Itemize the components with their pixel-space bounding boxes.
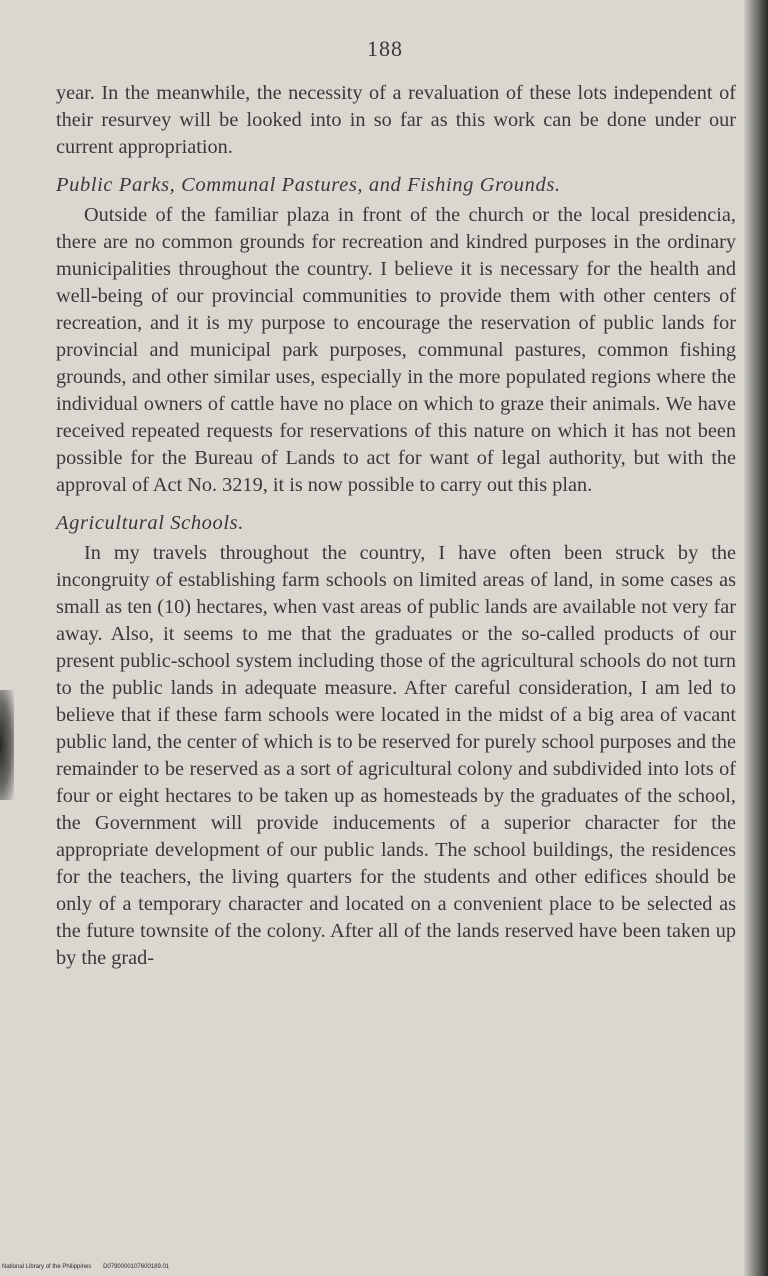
section-paragraph-public-parks: Outside of the familiar plaza in front of the church or the local presidencia, there are no common grounds for recreation and kindred purposes in the ordinary municipalities throughout the country. I believe it is necessary for the health and well-being of our provincial communities to provide them with other centers of recreation, and it is my purpose to encourage the reservation of public lands for provincial and municipal park purposes, communal pastures, common fishing grounds, and other similar uses, especially in the more populated regions where the individual owners of cattle have no place on which to graze their animals. We have received repeated requests for reservations of this nature on which it has not been possible for the Bureau of Lands to act for want of legal authority, but with the approval of Act No. 3219, it is now possible to carry out this plan. (56, 204, 736, 496)
footer-library: National Library of the Philippines (2, 1264, 92, 1270)
footer-code: D0790000107600189.01 (103, 1264, 170, 1270)
intro-paragraph: year. In the meanwhile, the necessity of a revaluation of these lots independent of their resurvey will be looked into in so far as this work can be done under our current appropriation. (56, 82, 736, 158)
section-paragraph-agricultural-schools: In my travels throughout the country, I have often been struck by the incongruity of establishing farm schools on limited areas of land, in some cases as small as ten (10) hectares, when vast areas of public lands are available not very far away. Also, it seems to me that the graduates or the so-called products of our present public-school system including those of the agricultural schools do not turn to the public lands in adequate measure. After careful consideration, I am led to believe that if these farm schools were located in the midst of a big area of vacant public land, the center of which is to be reserved for purely school purposes and the remainder to be reserved as a sort of agricultural colony and subdivided into lots of four or eight hectares to be taken up as homesteads by the graduates of the school, the Government will provide inducements of a superior character for the appropriate development of our public lands. The school buildings, the residences for the teachers, the living quarters for the students and other edifices should be only of a temporary character and located on a convenient place to be selected as the future townsite of the colony. After all of the lands reserved have been taken up by the grad- (56, 542, 736, 969)
scan-footer (2, 1264, 179, 1270)
page-number: 188 (367, 36, 403, 61)
page-edge-shadow (744, 0, 768, 1276)
binding-shadow (0, 690, 14, 800)
page-body (56, 80, 736, 972)
section-heading-public-parks: Public Parks, Communal Pastures, and Fishing Grounds. (56, 174, 561, 196)
section-heading-agricultural-schools: Agricultural Schools. (56, 512, 244, 534)
